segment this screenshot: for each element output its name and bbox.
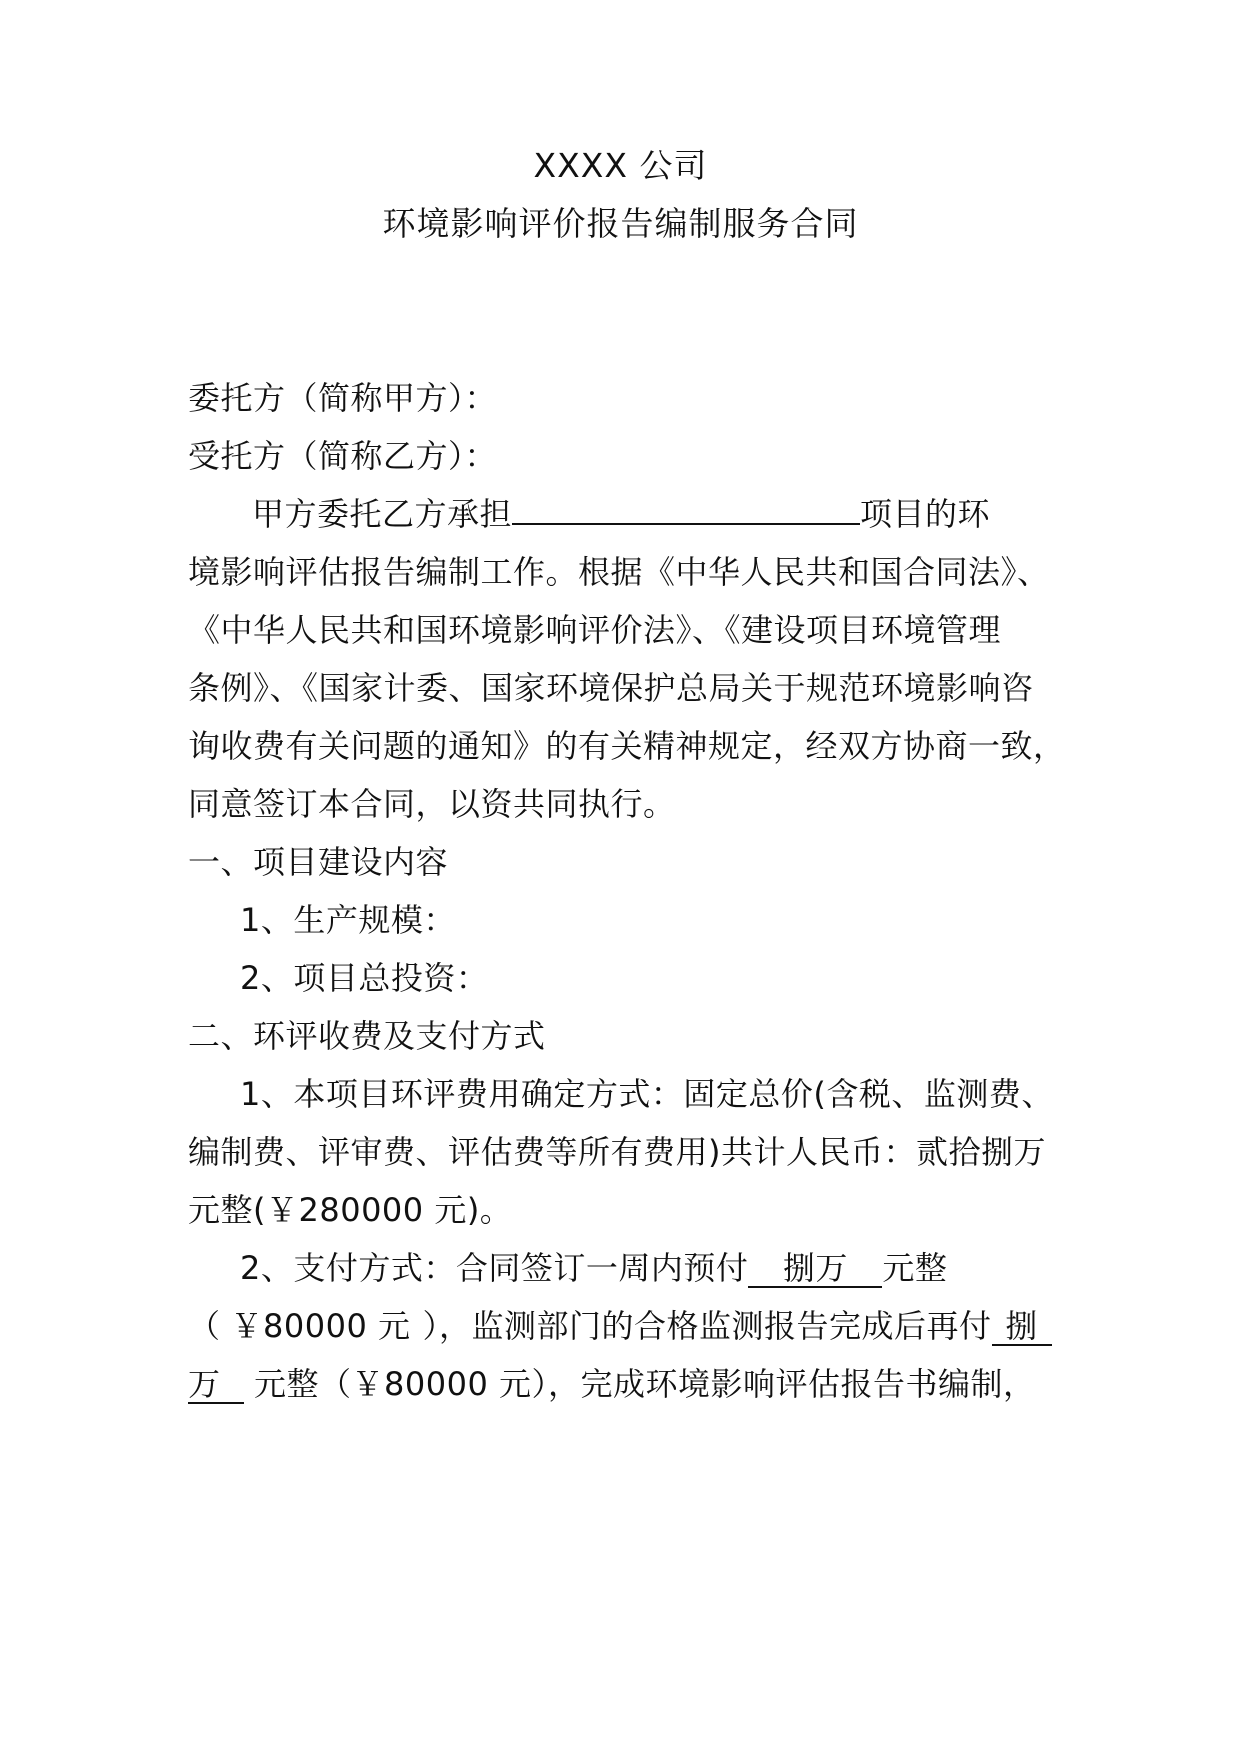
company-title: XXXX 公司 [533, 146, 708, 185]
section2-heading: 二、环评收费及支付方式 [188, 1017, 546, 1055]
fee-line-3: 元整(￥280000 元)。 [188, 1191, 513, 1229]
section1-heading: 一、项目建设内容 [188, 843, 449, 881]
section1-item-investment: 2、项目总投资： [240, 959, 489, 997]
project-name-blank [512, 523, 860, 525]
intro-text-after-blank: 项目的环 [860, 495, 991, 533]
second-payment-amount-part2: 万 [188, 1366, 244, 1404]
payment-open-paren: （ [188, 1307, 221, 1345]
section1-item-scale: 1、生产规模： [240, 901, 456, 939]
payment-line-3 [188, 1362, 1068, 1406]
payment-line-2-text: ），监测部门的合格监测报告完成后再付 [422, 1307, 992, 1345]
payment-line-1 [188, 1246, 1120, 1290]
intro-line-6: 同意签订本合同，以资共同执行。 [188, 785, 676, 823]
intro-text-before-blank: 甲方委托乙方承担 [252, 495, 513, 533]
payment-line-2 [188, 1304, 1068, 1348]
contract-title: 环境影响评价报告编制服务合同 [382, 204, 859, 243]
client-party: 委托方（简称甲方）： [188, 379, 498, 417]
intro-line-4: 条例》、《国家计委、国家环境保护总局关于规范环境影响咨 [188, 669, 1034, 707]
prepay-amount-figure: ￥80000 元 [230, 1307, 411, 1345]
intro-line-3: 《中华人民共和国环境影响评价法》、《建设项目环境管理 [188, 611, 1002, 649]
contractor-party: 受托方（简称乙方）： [188, 437, 498, 475]
payment-text-after: 元整 [882, 1249, 948, 1287]
intro-line-1 [188, 492, 1068, 536]
second-payment-amount-part1: 捌 [992, 1308, 1052, 1346]
intro-line-2: 境影响评估报告编制工作。根据《中华人民共和国合同法》、 [188, 553, 1050, 591]
fee-line-1: 1、本项目环评费用确定方式：固定总价(含税、监测费、 [240, 1075, 1054, 1113]
payment-line-3-text: 元整（￥80000 元），完成环境影响评估报告书编制， [254, 1365, 1036, 1403]
prepay-amount: 捌万 [748, 1250, 882, 1288]
fee-line-2: 编制费、评审费、评估费等所有费用)共计人民币：贰拾捌万 [188, 1133, 1046, 1171]
intro-line-5: 询收费有关问题的通知》的有关精神规定，经双方协商一致， [188, 727, 1066, 765]
payment-text-before: 2、支付方式：合同签订一周内预付 [240, 1249, 749, 1287]
